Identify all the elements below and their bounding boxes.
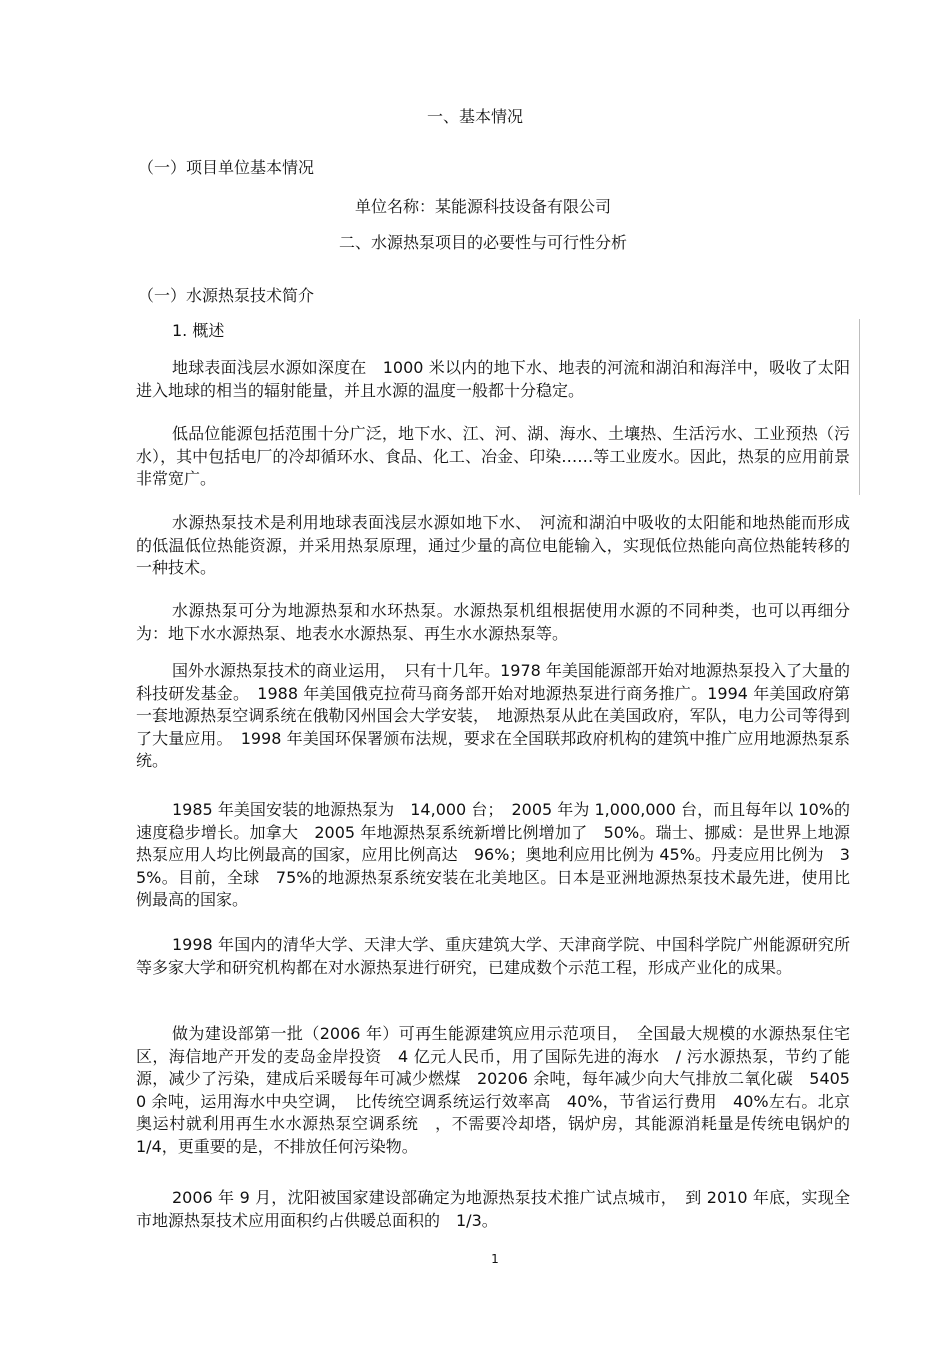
unit-name: 单位名称：某能源科技设备有限公司 <box>354 197 611 216</box>
margin-rule <box>859 319 860 495</box>
paragraph-5: 国外水源热泵技术的商业运用， 只有十几年。1978 年美国能源部开始对地源热泵投入了大量的科技研发基金。 1988 年美国俄克拉荷马商务部开始对地源热泵进行商务推广。1994 年美国政府第一套地源热泵空调系统在俄勒冈州国会大学安装， 地源热泵从此在美国政府，军队，电力公司等得到了大量应用。 1998 年美国环保署颁布法规，要求在全国联邦政府机构的建筑中推广应用地源热泵系统。 <box>136 661 850 770</box>
paragraph-6: 1985 年美国安装的地源热泵为 14,000 台； 2005 年为 1,000,000 台，而且每年以 10%的速度稳步增长。加拿大 2005 年地源热泵系统新增比例增加了 50%。瑞士、挪威：是世界上地源热泵应用人均比例最高的国家，应用比例高达 96%；奥地利应用比例为 45%。丹麦应用比例为 35%。目前，全球 75%的地源热泵系统安装在北美地区。日本是亚洲地源热泵技术最先进，使用比例最高的国家。 <box>136 800 850 909</box>
paragraph-7: 1998 年国内的清华大学、天津大学、重庆建筑大学、天津商学院、中国科学院广州能源研究所等多家大学和研究机构都在对水源热泵进行研究，已建成数个示范工程，形成产业化的成果。 <box>136 935 850 977</box>
page-number: 1 <box>491 1252 499 1266</box>
section-1-title: 一、基本情况 <box>426 107 523 126</box>
paragraph-3: 水源热泵技术是利用地球表面浅层水源如地下水、 河流和湖泊中吸收的太阳能和地热能而形成的低温低位热能资源，并采用热泵原理，通过少量的高位电能输入，实现低位热能向高位热能转移的一种技术。 <box>136 513 850 577</box>
paragraph-8: 做为建设部第一批（2006 年）可再生能源建筑应用示范项目， 全国最大规模的水源热泵住宅区，海信地产开发的麦岛金岸投资 4 亿元人民币，用了国际先进的海水 / 污水源热泵，节约了能源，减少了污染，建成后采暖每年可减少燃煤 20206 余吨，每年减少向大气排放二氧化碳 54050 余吨，运用海水中央空调， 比传统空调系统运行效率高 40%，节省运行费用 40%左右。北京奥运村就利用再生水水源热泵空调系统 ，不需要冷却塔，锅炉房，其能源消耗量是传统电锅炉的 1/4，更重要的是，不排放任何污染物。 <box>136 1024 867 1156</box>
paragraph-2: 低品位能源包括范围十分广泛，地下水、江、河、湖、海水、土壤热、生活污水、工业预热（污水），其中包括电厂的冷却循环水、食品、化工、冶金、印染……等工业废水。因此，热泵的应用前景非常宽广。 <box>136 424 850 488</box>
overview-heading: 1. 概述 <box>172 321 225 340</box>
paragraph-1: 地球表面浅层水源如深度在 1000 米以内的地下水、地表的河流和湖泊和海洋中，吸收了太阳进入地球的相当的辐射能量，并且水源的温度一般都十分稳定。 <box>136 358 850 400</box>
section-2-subheading: （一）水源热泵技术简介 <box>138 286 315 305</box>
paragraph-4: 水源热泵可分为地源热泵和水环热泵。水源热泵机组根据使用水源的不同种类，也可以再细分为：地下水水源热泵、地表水水源热泵、再生水水源热泵等。 <box>136 601 850 643</box>
section-1-subheading: （一）项目单位基本情况 <box>138 158 315 177</box>
section-2-title: 二、水源热泵项目的必要性与可行性分析 <box>338 233 627 252</box>
paragraph-9: 2006 年 9 月，沈阳被国家建设部确定为地源热泵技术推广试点城市， 到 2010 年底，实现全市地源热泵技术应用面积约占供暖总面积的 1/3。 <box>136 1188 850 1230</box>
